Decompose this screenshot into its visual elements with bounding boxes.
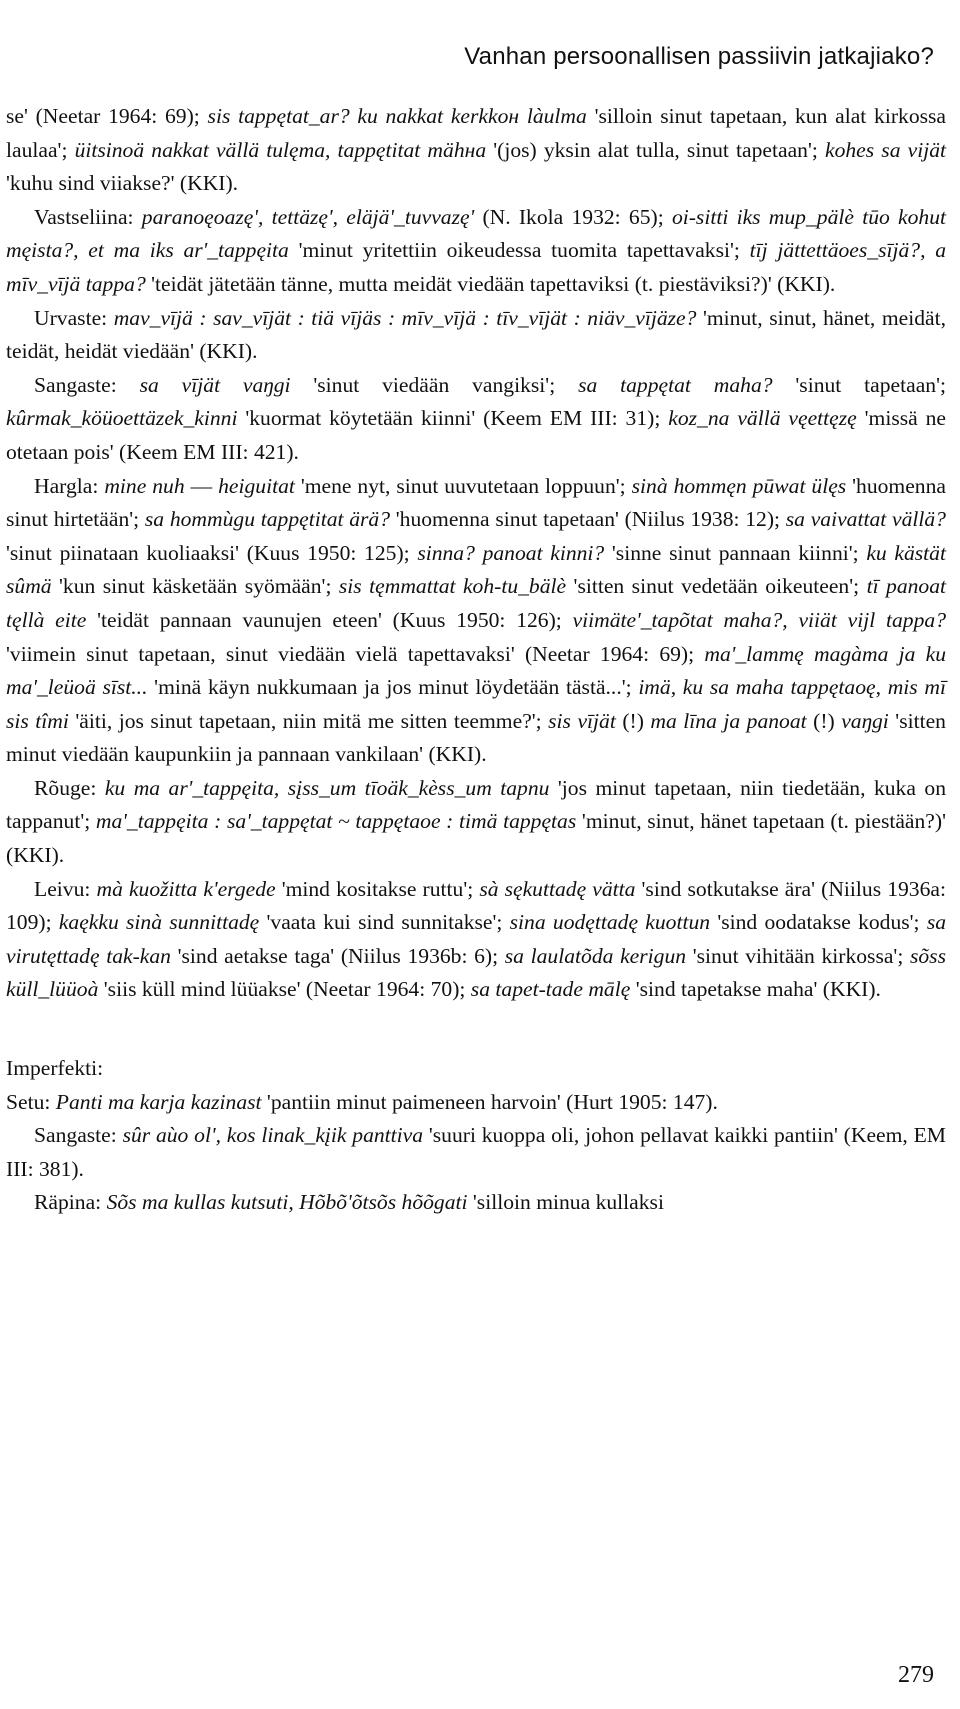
text-run: 'pantiin minut paimeneen harvoin' (Hurt 1905: 147).: [261, 1089, 718, 1114]
example-form: ku ma ar'_tappęita, sįss_um tīoäk_kèss_um tapnu: [104, 775, 550, 800]
text-run: 'sind aetakse taga' (Niilus 1936b: 6);: [170, 943, 505, 968]
text-run: 'kuormat köytetään kiinni' (Keem EM III: 31);: [237, 406, 669, 431]
paragraph-p6: [6, 772, 946, 873]
text-run: (!): [615, 708, 651, 733]
paragraph-p5: [6, 470, 946, 772]
example-form: imä, ku sa maha tappętaoę, mis mī sis tîmi: [6, 675, 946, 733]
text-run: 'kun sinut käsketään syömään';: [51, 574, 339, 599]
text-run: 'sinut viedään vangiksi';: [290, 372, 579, 397]
text-run: 'sinut piinataan kuoliaaksi' (Kuus 1950: 125);: [6, 540, 418, 565]
example-form: Panti ma karja kazinast: [55, 1089, 262, 1114]
text-run: 'minut, sinut, hänet tapetaan (t. piestään?)' (KKI).: [6, 809, 946, 868]
paragraph-p1: [6, 100, 946, 201]
example-form: sis tęmmattat koh-tu_bälè: [338, 574, 567, 599]
text-run: 'suuri kuoppa oli, johon pellavat kaikki pantiin' (Keem, EM III: 381).: [6, 1123, 946, 1181]
text-run: —: [184, 473, 219, 498]
example-form: ma līna ja panoat: [650, 708, 807, 733]
text-run: Imperfekti:: [6, 1056, 104, 1081]
text-run: 'silloin minua kullaksi: [467, 1190, 664, 1215]
text-run: se' (Neetar 1964: 69);: [6, 104, 208, 128]
text-run: (N. Ikola 1932: 65);: [474, 204, 672, 229]
example-form: Sõs ma kullas kutsuti, Hõbõ'õtsõs hõõgati: [106, 1190, 468, 1215]
paragraph-p10: [6, 1119, 946, 1186]
paragraph-p3: [6, 302, 946, 369]
text-run: 'teidät jätetään tänne, mutta meidät viedään tapettaviksi (t. piestäviksi?)' (KKI).: [145, 271, 836, 296]
text-run: Räpina:: [34, 1190, 107, 1215]
text-run: 'silloin sinut tapetaan, kun alat kirkossa laulaa';: [6, 104, 947, 162]
text-run: 'minä käyn nukkumaan ja jos minut löydetään tästä...';: [147, 675, 639, 700]
example-form: sinna? panoat kinni?: [417, 540, 605, 565]
example-form: kûrmak_köüoettäzek_kinni: [6, 406, 238, 431]
text-run: 'minut yritettiin oikeudessa tuomita tapettavaksi';: [288, 238, 750, 263]
text-run: 'sind sotkutakse ära' (Niilus 1936a: 109);: [6, 876, 946, 935]
example-form: sina uodęttadę kuottun: [509, 910, 711, 935]
text-run: 'vaata kui sind sunnitakse';: [259, 910, 510, 935]
text-run: (!): [806, 708, 842, 733]
text-run: 'teidät pannaan vaunujen eteen' (Kuus 1950: 126);: [86, 607, 573, 632]
example-form: tī panoat tęllà eite: [6, 574, 947, 632]
body-text: [6, 100, 946, 1220]
example-form: ku nakkat kerkkoн làulma: [357, 104, 587, 128]
text-run: Setu:: [6, 1089, 56, 1114]
example-form: sõss küll_lüüoà: [6, 943, 946, 1002]
example-form: tīj jättettäoes_sījä?, a mīv_vījä tappa?: [6, 238, 947, 296]
paragraph-p8: [6, 1052, 946, 1086]
text-run: 'sind oodatakse kodus';: [710, 910, 927, 935]
page-number: 279: [898, 1662, 934, 1688]
example-form: mav_vījä : sav_vījät : tiä vījäs : mīv_vījä : tīv_vījät : niäv_vījäze?: [113, 305, 697, 330]
example-form: sa vījät vaŋgi: [139, 372, 291, 397]
text-run: 'viimein sinut tapetaan, sinut viedään vielä tapettavaksi' (Neetar 1964: 69);: [6, 641, 705, 666]
example-form: sa vaivattat vällä?: [785, 507, 946, 532]
text-run: 'sinut tapetaan';: [772, 372, 946, 397]
text-run: 'äiti, jos sinut tapetaan, niin mitä me sitten teemme?';: [68, 708, 549, 733]
example-form: sà sękuttadę vätta: [479, 876, 636, 901]
example-form: heiguitat: [218, 473, 295, 498]
text-run: 'mene nyt, sinut uuvutetaan loppuun';: [294, 473, 632, 498]
example-form: ma'_tappęita : sa'_tappętat ~ tappętaoe : timä tappętas: [95, 809, 577, 834]
text-run: Hargla:: [34, 473, 105, 498]
example-form: oi-sitti iks mup_pälè tūo kohut męista?, et ma iks ar'_tappęita: [6, 204, 947, 263]
paragraph-p9: [6, 1086, 946, 1120]
text-run: 'jos minut tapetaan, niin tiedetään, kuka on tappanut';: [6, 775, 946, 834]
example-form: üitsinoä nakkat vällä tulęma, tappętitat mähнa: [74, 137, 487, 162]
example-form: paranoęoazę', tettäzę', eläjä'_tuvvazę': [141, 204, 475, 229]
running-title: Vanhan persoonallisen passiivin jatkajiako?: [464, 43, 934, 70]
example-form: vaŋgi: [841, 708, 889, 733]
example-form: sis vījät: [548, 708, 616, 733]
paragraph-p11: [6, 1186, 946, 1220]
text-run: 'sind tapetakse maha' (KKI).: [630, 977, 881, 1002]
text-run: 'huomenna sinut tapetaan' (Niilus 1938: 12);: [390, 507, 786, 532]
text-run: Leivu:: [34, 876, 97, 901]
example-form: mine nuh: [104, 473, 185, 498]
text-run: 'minut, sinut, hänet, meidät, teidät, heidät viedään' (KKI).: [6, 305, 946, 364]
text-run: 'sitten sinut vedetään oikeuteen';: [566, 574, 867, 599]
text-run: Vastseliina:: [34, 204, 142, 229]
example-form: sûr aùo ol', kos linak_kįik panttiva: [122, 1123, 424, 1148]
text-run: 'sinne sinut pannaan kiinni';: [604, 540, 867, 565]
example-form: sa laulatõda kerigun: [504, 943, 687, 968]
example-form: sinà hommęn pūwat ülęs: [631, 473, 847, 498]
text-run: '(jos) yksin alat tulla, sinut tapetaan';: [486, 137, 825, 162]
example-form: sa virutęttadę tak-kan: [6, 910, 947, 968]
paragraph-p7: [6, 873, 946, 1007]
text-run: 'mind kositakse ruttu';: [275, 876, 480, 901]
text-run: Sangaste:: [34, 1123, 123, 1148]
example-form: ma'_lammę magàma ja ku ma'_leüoä sīst...: [6, 641, 947, 700]
example-form: sis tappętat_ar?: [207, 104, 350, 128]
example-form: kohes sa vijät: [825, 137, 946, 162]
text-run: 'huomenna sinut hirtetään';: [6, 473, 946, 532]
example-form: mà kuožitta k'ergede: [96, 876, 276, 901]
example-form: koz_na vällä vęettęzę: [668, 406, 857, 431]
text-run: Urvaste:: [34, 305, 114, 330]
example-form: sa tapet-tade mālę: [470, 977, 631, 1002]
example-form: ku kästät sûmä: [6, 540, 946, 599]
example-form: kaękku sinà sunnittadę: [58, 910, 260, 935]
example-form: sa hommùgu tappętitat ärä?: [144, 507, 391, 532]
text-run: 'siis küll mind lüüakse' (Neetar 1964: 70);: [98, 977, 471, 1002]
example-form: sa tappętat maha?: [578, 372, 773, 397]
paragraph-p2: [6, 201, 946, 302]
text-run: 'sitten minut viedään kaupunkiin ja pannaan vankilaan' (KKI).: [6, 708, 946, 767]
text-run: 'kuhu sind viiakse?' (KKI).: [6, 171, 239, 196]
text-run: 'sinut vihitään kirkossa';: [686, 943, 910, 968]
paragraph-p4: [6, 369, 946, 470]
text-run: 'missä ne otetaan pois' (Keem EM III: 421).: [6, 406, 946, 464]
example-form: viimäte'_tapõtat maha?, viiät vijl tappa?: [572, 607, 946, 632]
text-run: Sangaste:: [34, 372, 140, 397]
text-run: Rõuge:: [34, 775, 105, 800]
